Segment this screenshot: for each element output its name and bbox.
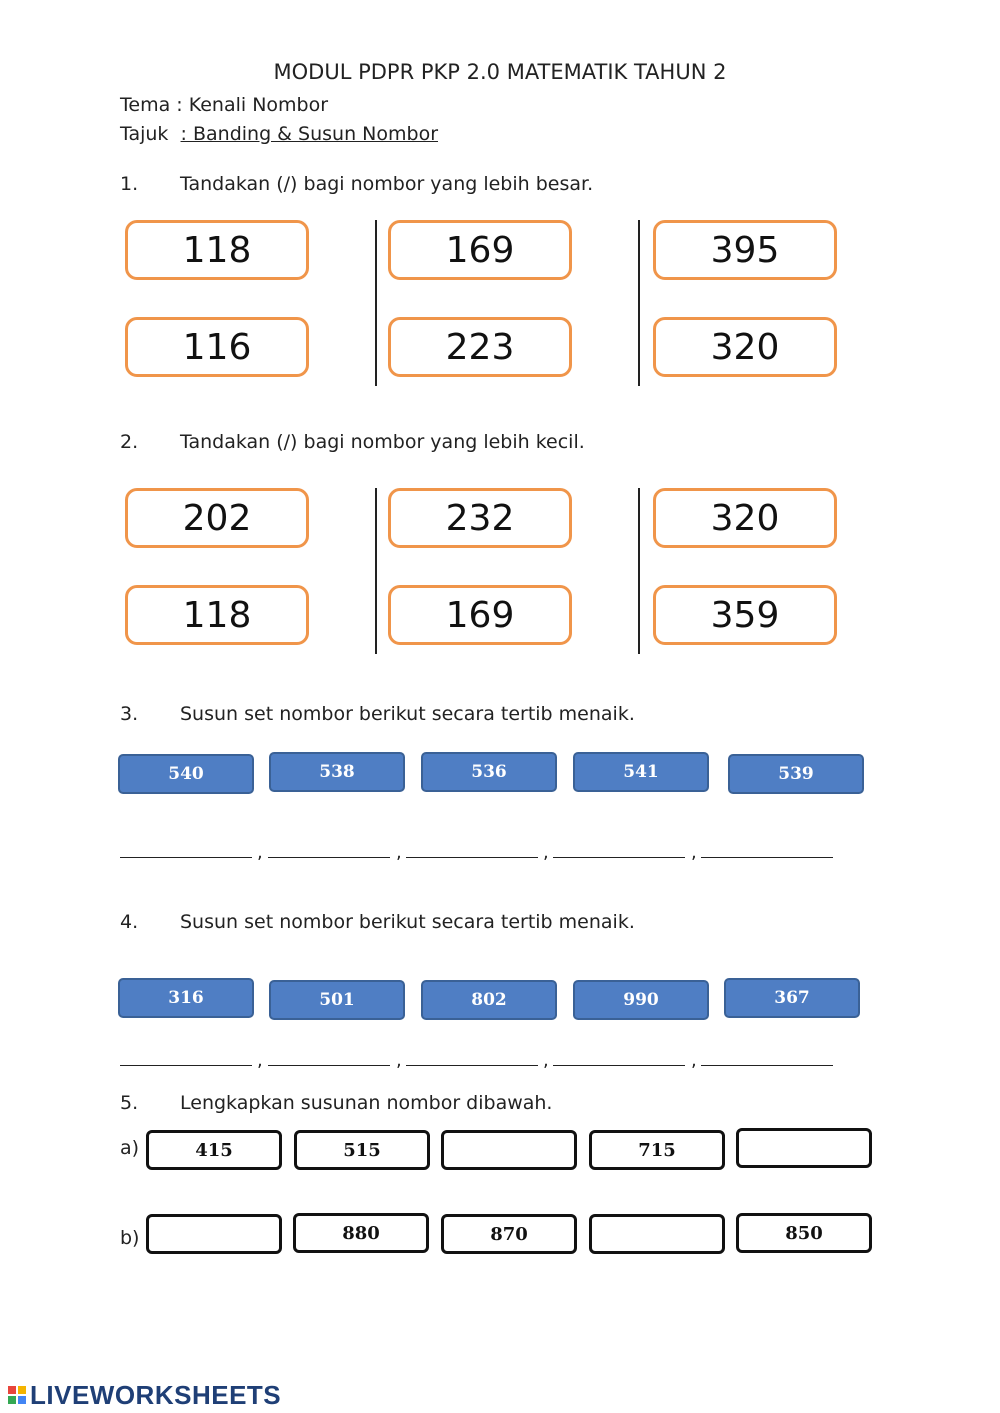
compare-box[interactable]: 118 <box>125 585 309 645</box>
compare-box[interactable]: 118 <box>125 220 309 280</box>
answer-blank[interactable] <box>701 1065 833 1066</box>
tema-line: Tema : Kenali Nombor <box>120 94 329 116</box>
tema-value: Kenali Nombor <box>188 94 329 116</box>
answer-blank[interactable] <box>268 857 390 858</box>
compare-box[interactable]: 359 <box>653 585 837 645</box>
comma-separator: , <box>257 842 263 863</box>
compare-box[interactable]: 320 <box>653 317 837 377</box>
liveworksheets-logo-icon <box>8 1386 26 1404</box>
sequence-box[interactable]: 415 <box>146 1130 282 1170</box>
sequence-box[interactable] <box>589 1214 725 1254</box>
question-5 <box>120 1092 820 1116</box>
tajuk-value: Banding & Susun Nombor <box>192 123 439 145</box>
question-3 <box>120 703 820 727</box>
answer-blank[interactable] <box>553 857 685 858</box>
question-text: Lengkapkan susunan nombor dibawah. <box>180 1092 553 1114</box>
liveworksheets-footer <box>8 1378 281 1412</box>
question-text: Susun set nombor berikut secara tertib menaik. <box>180 911 635 933</box>
tajuk-line: Tajuk : Banding & Susun Nombor <box>120 123 439 145</box>
compare-box[interactable]: 395 <box>653 220 837 280</box>
question-1 <box>120 173 820 197</box>
sequence-box[interactable]: 880 <box>293 1213 429 1253</box>
question-text: Tandakan (/) bagi nombor yang lebih besar. <box>180 173 594 195</box>
row-b-label: b) <box>120 1227 140 1249</box>
sequence-box[interactable]: 870 <box>441 1214 577 1254</box>
question-number: 2. <box>120 431 139 453</box>
compare-box[interactable]: 320 <box>653 488 837 548</box>
comma-separator: , <box>691 1050 697 1071</box>
number-tile: 540 <box>118 754 254 794</box>
sequence-box[interactable] <box>441 1130 577 1170</box>
sequence-box[interactable]: 850 <box>736 1213 872 1253</box>
footer-brand: LIVEWORKSHEETS <box>30 1379 282 1410</box>
sequence-box[interactable]: 715 <box>589 1130 725 1170</box>
question-number: 1. <box>120 173 139 195</box>
compare-box[interactable]: 169 <box>388 220 572 280</box>
question-number: 5. <box>120 1092 139 1114</box>
question-2 <box>120 431 820 455</box>
question-text: Susun set nombor berikut secara tertib menaik. <box>180 703 635 725</box>
row-a-label: a) <box>120 1137 140 1159</box>
comma-separator: , <box>396 1050 402 1071</box>
answer-blank[interactable] <box>406 1065 538 1066</box>
divider <box>638 488 640 654</box>
answer-blank[interactable] <box>120 1065 252 1066</box>
comma-separator: , <box>543 1050 549 1071</box>
answer-blank[interactable] <box>120 857 252 858</box>
divider <box>375 220 377 386</box>
divider <box>638 220 640 386</box>
worksheet-title: MODUL PDPR PKP 2.0 MATEMATIK TAHUN 2 <box>273 60 727 84</box>
compare-box[interactable]: 223 <box>388 317 572 377</box>
tajuk-label: Tajuk <box>120 123 169 145</box>
answer-blank[interactable] <box>406 857 538 858</box>
question-4 <box>120 911 820 935</box>
comma-separator: , <box>543 842 549 863</box>
sequence-box[interactable] <box>146 1214 282 1254</box>
question-number: 3. <box>120 703 139 725</box>
question-text: Tandakan (/) bagi nombor yang lebih kecil. <box>180 431 585 453</box>
tema-label: Tema <box>120 94 171 116</box>
compare-box[interactable]: 116 <box>125 317 309 377</box>
number-tile: 536 <box>421 752 557 792</box>
number-tile: 802 <box>421 980 557 1020</box>
compare-box[interactable]: 169 <box>388 585 572 645</box>
number-tile: 990 <box>573 980 709 1020</box>
sequence-box[interactable] <box>736 1128 872 1168</box>
compare-box[interactable]: 202 <box>125 488 309 548</box>
number-tile: 541 <box>573 752 709 792</box>
comma-separator: , <box>396 842 402 863</box>
number-tile: 539 <box>728 754 864 794</box>
comma-separator: , <box>691 842 697 863</box>
number-tile: 316 <box>118 978 254 1018</box>
answer-blank[interactable] <box>268 1065 390 1066</box>
answer-blank[interactable] <box>701 857 833 858</box>
divider <box>375 488 377 654</box>
compare-box[interactable]: 232 <box>388 488 572 548</box>
comma-separator: , <box>257 1050 263 1071</box>
sequence-box[interactable]: 515 <box>294 1130 430 1170</box>
answer-blank[interactable] <box>553 1065 685 1066</box>
question-number: 4. <box>120 911 139 933</box>
number-tile: 367 <box>724 978 860 1018</box>
number-tile: 501 <box>269 980 405 1020</box>
number-tile: 538 <box>269 752 405 792</box>
